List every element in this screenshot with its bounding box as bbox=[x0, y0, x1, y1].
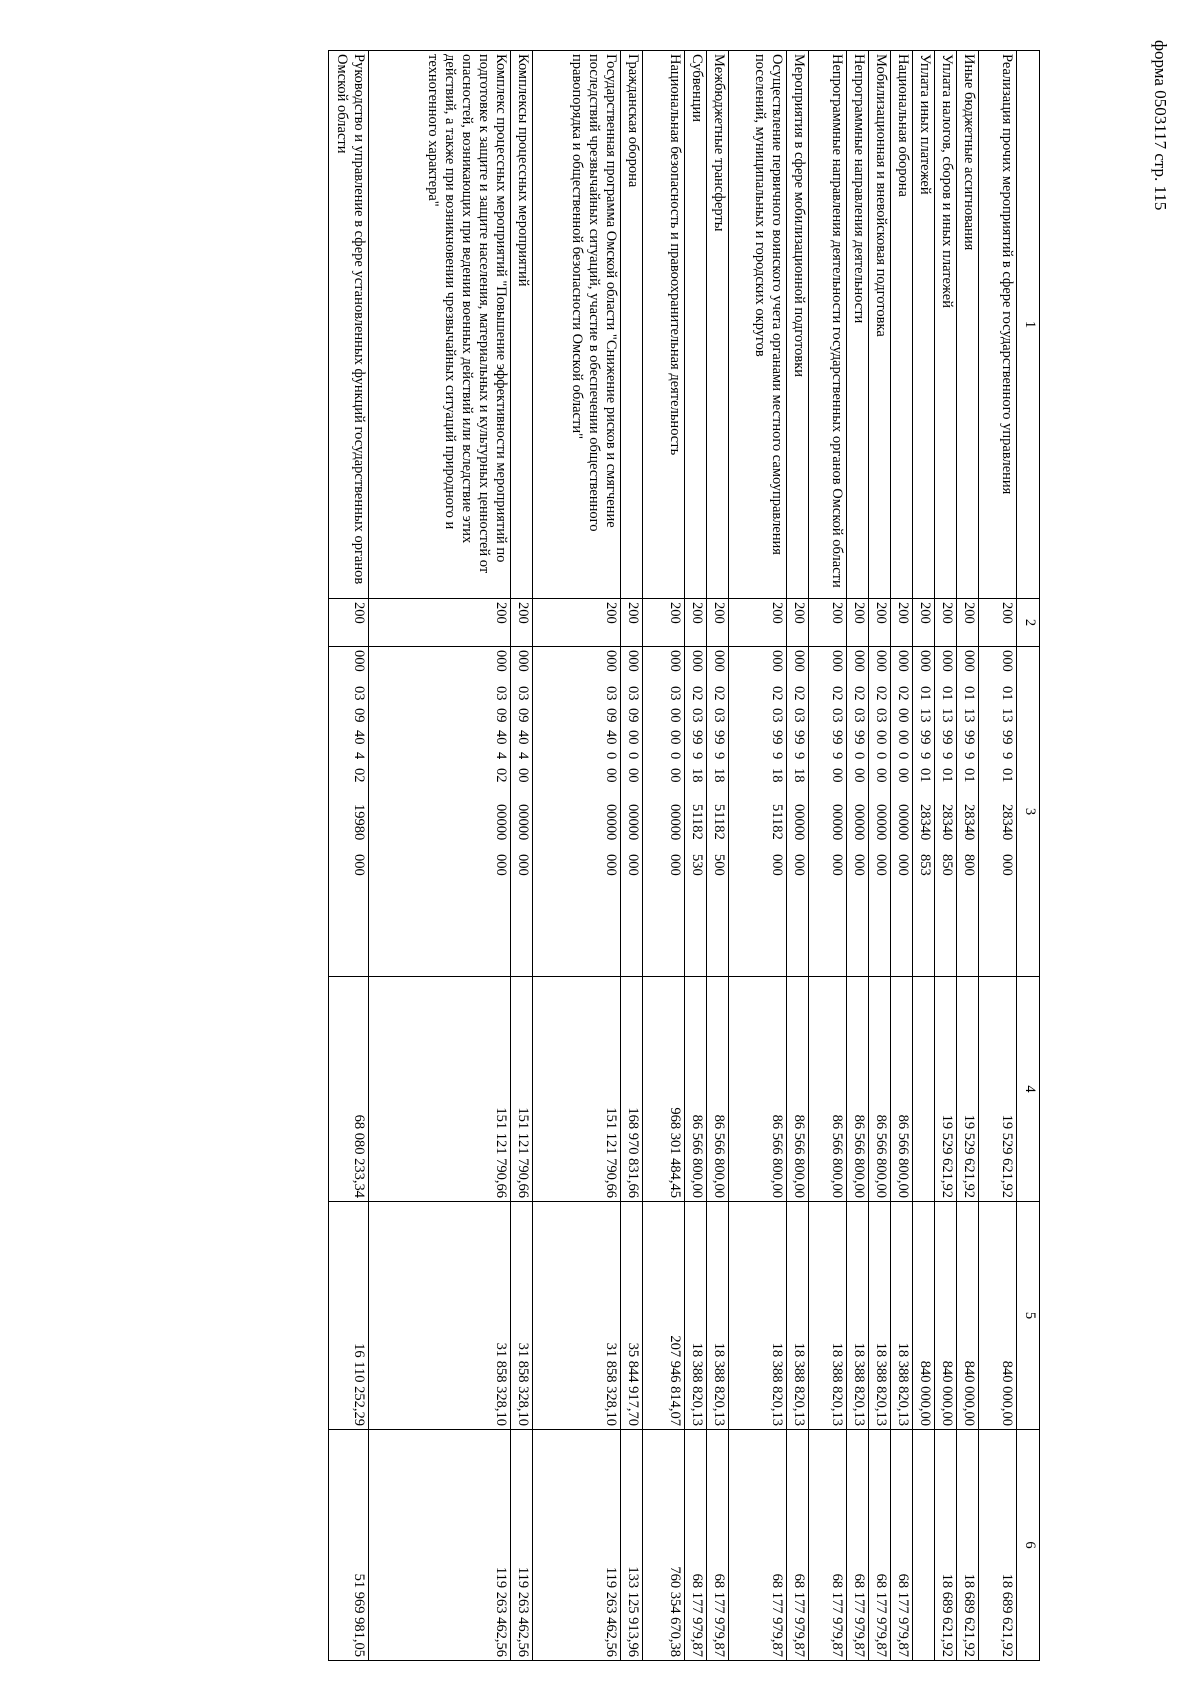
code-part: 00000 bbox=[829, 804, 845, 841]
row-approved: 86 566 800,00 bbox=[869, 977, 891, 1202]
row-executed: 18 388 820,13 bbox=[685, 1202, 707, 1430]
code-part: 000 bbox=[829, 854, 845, 876]
code-part: 9 bbox=[769, 752, 785, 760]
table-row bbox=[847, 51, 869, 1661]
row-name: Комплекс процессных мероприятий "Повышение эффективности мероприятий по подготовке к защите и защите населения, материальных и культурных ценностей от опасностей, возникающих при ведении военных действий или вследствие этих действий, а также при возникновении чрезвычайных ситуаций природного и техногенного характера" bbox=[369, 51, 511, 599]
code-part: 02 bbox=[711, 686, 727, 701]
table-row bbox=[329, 51, 369, 1661]
code-part: 9 bbox=[961, 752, 977, 760]
code-part: 000 bbox=[791, 854, 807, 876]
code-part: 4 bbox=[351, 752, 367, 760]
code-part: 51182 bbox=[711, 804, 727, 840]
code-part: 99 bbox=[961, 730, 977, 745]
row-line-code: 200 bbox=[935, 599, 957, 647]
code-part: 99 bbox=[829, 730, 845, 745]
code-part: 000 bbox=[515, 650, 531, 672]
row-executed: 840 000,00 bbox=[935, 1202, 957, 1430]
table-row bbox=[685, 51, 707, 1661]
code-part: 13 bbox=[917, 708, 933, 723]
col-header-2: 2 bbox=[1017, 599, 1040, 647]
code-part: 00 bbox=[667, 708, 683, 723]
row-line-code: 200 bbox=[707, 599, 729, 647]
code-part: 01 bbox=[939, 686, 955, 701]
report-table bbox=[328, 50, 1040, 1661]
code-part: 28340 bbox=[917, 804, 933, 841]
code-part: 0 bbox=[667, 752, 683, 760]
code-part: 000 bbox=[769, 854, 785, 876]
code-part: 18 bbox=[791, 768, 807, 783]
table-row bbox=[729, 51, 787, 1661]
row-budget-code bbox=[707, 647, 729, 977]
code-part: 01 bbox=[999, 686, 1015, 701]
code-part: 000 bbox=[829, 650, 845, 672]
code-part: 000 bbox=[711, 650, 727, 672]
code-part: 02 bbox=[351, 768, 367, 783]
row-approved: 151 121 790,66 bbox=[533, 977, 621, 1202]
code-part: 03 bbox=[667, 686, 683, 701]
row-line-code: 200 bbox=[621, 599, 643, 647]
row-approved: 86 566 800,00 bbox=[809, 977, 847, 1202]
code-part: 51182 bbox=[689, 804, 705, 840]
row-executed: 840 000,00 bbox=[913, 1202, 935, 1430]
code-part: 800 bbox=[961, 854, 977, 876]
row-name: Национальная оборона bbox=[891, 51, 913, 599]
row-name: Гражданская оборона bbox=[621, 51, 643, 599]
code-part: 00 bbox=[873, 730, 889, 745]
code-part: 530 bbox=[689, 854, 705, 876]
code-part: 28340 bbox=[961, 804, 977, 841]
code-part: 00000 bbox=[515, 804, 531, 841]
row-approved: 19 529 621,92 bbox=[957, 977, 979, 1202]
code-part: 9 bbox=[829, 752, 845, 760]
row-budget-code bbox=[891, 647, 913, 977]
col-header-4: 4 bbox=[1017, 977, 1040, 1202]
form-header: форма 0503117 стр. 115 bbox=[1151, 40, 1170, 211]
code-part: 00 bbox=[895, 730, 911, 745]
row-approved: 19 529 621,92 bbox=[979, 977, 1017, 1202]
code-part: 000 bbox=[873, 854, 889, 876]
row-executed: 31 858 328,10 bbox=[369, 1202, 511, 1430]
table-row bbox=[707, 51, 729, 1661]
row-line-code: 200 bbox=[957, 599, 979, 647]
row-executed: 35 844 917,70 bbox=[621, 1202, 643, 1430]
col-header-3: 3 bbox=[1017, 647, 1040, 977]
code-part: 0 bbox=[625, 752, 641, 760]
col-header-6: 6 bbox=[1017, 1430, 1040, 1661]
code-part: 00 bbox=[895, 768, 911, 783]
code-part: 01 bbox=[939, 768, 955, 783]
table-body bbox=[329, 51, 1017, 1661]
row-line-code: 200 bbox=[533, 599, 621, 647]
row-executed: 18 388 820,13 bbox=[787, 1202, 809, 1430]
code-part: 03 bbox=[791, 708, 807, 723]
code-part: 00000 bbox=[667, 804, 683, 841]
row-unexecuted: 68 177 979,87 bbox=[809, 1430, 847, 1661]
code-part: 00000 bbox=[791, 804, 807, 841]
code-part: 9 bbox=[939, 752, 955, 760]
row-name: Субвенции bbox=[685, 51, 707, 599]
code-part: 000 bbox=[603, 854, 619, 876]
row-budget-code bbox=[847, 647, 869, 977]
table-row bbox=[809, 51, 847, 1661]
row-name: Реализация прочих мероприятий в сфере государственного управления bbox=[979, 51, 1017, 599]
row-line-code: 200 bbox=[913, 599, 935, 647]
code-part: 000 bbox=[625, 650, 641, 672]
row-approved: 151 121 790,66 bbox=[511, 977, 533, 1202]
row-executed: 18 388 820,13 bbox=[809, 1202, 847, 1430]
code-part: 000 bbox=[351, 854, 367, 876]
row-budget-code bbox=[869, 647, 891, 977]
row-executed: 207 946 814,07 bbox=[643, 1202, 685, 1430]
code-part: 18 bbox=[769, 768, 785, 783]
row-executed: 18 388 820,13 bbox=[869, 1202, 891, 1430]
col-header-1: 1 bbox=[1017, 51, 1040, 599]
row-line-code: 200 bbox=[869, 599, 891, 647]
code-part: 03 bbox=[493, 686, 509, 701]
code-part: 0 bbox=[851, 752, 867, 760]
code-part: 03 bbox=[625, 686, 641, 701]
row-name: Межбюджетные трансферты bbox=[707, 51, 729, 599]
row-unexecuted: 760 354 670,38 bbox=[643, 1430, 685, 1661]
code-part: 01 bbox=[961, 686, 977, 701]
row-unexecuted: 18 689 621,92 bbox=[957, 1430, 979, 1661]
code-part: 09 bbox=[493, 708, 509, 723]
row-name: Непрограммные направления деятельности bbox=[847, 51, 869, 599]
code-part: 51182 bbox=[769, 804, 785, 840]
row-unexecuted: 18 689 621,92 bbox=[935, 1430, 957, 1661]
code-part: 03 bbox=[515, 686, 531, 701]
code-part: 000 bbox=[625, 854, 641, 876]
row-unexecuted: 119 263 462,56 bbox=[369, 1430, 511, 1661]
code-part: 4 bbox=[493, 752, 509, 760]
row-name: Уплата иных платежей bbox=[913, 51, 935, 599]
code-part: 000 bbox=[873, 650, 889, 672]
code-part: 00 bbox=[625, 730, 641, 745]
col-header-5: 5 bbox=[1017, 1202, 1040, 1430]
code-part: 00 bbox=[625, 768, 641, 783]
row-name: Уплата налогов, сборов и иных платежей bbox=[935, 51, 957, 599]
code-part: 000 bbox=[999, 650, 1015, 672]
code-part: 00000 bbox=[895, 804, 911, 841]
row-line-code: 200 bbox=[329, 599, 369, 647]
code-part: 02 bbox=[689, 686, 705, 701]
code-part: 03 bbox=[873, 708, 889, 723]
code-part: 09 bbox=[603, 708, 619, 723]
code-part: 000 bbox=[895, 650, 911, 672]
code-part: 000 bbox=[999, 854, 1015, 876]
row-executed: 840 000,00 bbox=[957, 1202, 979, 1430]
row-name: Мобилизационная и вневойсковая подготовка bbox=[869, 51, 891, 599]
row-name: Комплексы процессных мероприятий bbox=[511, 51, 533, 599]
row-budget-code bbox=[533, 647, 621, 977]
code-part: 40 bbox=[515, 730, 531, 745]
code-part: 40 bbox=[493, 730, 509, 745]
code-part: 03 bbox=[851, 708, 867, 723]
code-part: 000 bbox=[939, 650, 955, 672]
row-executed: 18 388 820,13 bbox=[847, 1202, 869, 1430]
row-executed: 18 388 820,13 bbox=[891, 1202, 913, 1430]
code-part: 02 bbox=[791, 686, 807, 701]
code-part: 99 bbox=[851, 730, 867, 745]
code-part: 02 bbox=[493, 768, 509, 783]
code-part: 00 bbox=[667, 768, 683, 783]
code-part: 000 bbox=[791, 650, 807, 672]
code-part: 00 bbox=[829, 768, 845, 783]
row-budget-code bbox=[729, 647, 787, 977]
code-part: 00000 bbox=[873, 804, 889, 841]
code-part: 00 bbox=[603, 768, 619, 783]
row-approved: 68 080 233,34 bbox=[329, 977, 369, 1202]
row-approved: 86 566 800,00 bbox=[847, 977, 869, 1202]
code-part: 850 bbox=[939, 854, 955, 876]
row-approved: 168 970 831,66 bbox=[621, 977, 643, 1202]
row-executed: 840 000,00 bbox=[979, 1202, 1017, 1430]
row-budget-code bbox=[329, 647, 369, 977]
code-part: 00 bbox=[873, 768, 889, 783]
row-approved: 86 566 800,00 bbox=[707, 977, 729, 1202]
row-approved bbox=[913, 977, 935, 1202]
row-name: Мероприятия в сфере мобилизационной подготовки bbox=[787, 51, 809, 599]
code-part: 000 bbox=[351, 650, 367, 672]
code-part: 03 bbox=[711, 708, 727, 723]
code-part: 00 bbox=[515, 768, 531, 783]
row-line-code: 200 bbox=[369, 599, 511, 647]
table-row bbox=[913, 51, 935, 1661]
row-line-code: 200 bbox=[643, 599, 685, 647]
header-row bbox=[1017, 51, 1040, 1661]
code-part: 02 bbox=[829, 686, 845, 701]
code-part: 99 bbox=[999, 730, 1015, 745]
row-approved: 151 121 790,66 bbox=[369, 977, 511, 1202]
row-budget-code bbox=[957, 647, 979, 977]
row-name: Непрограммные направления деятельности государственных органов Омской области bbox=[809, 51, 847, 599]
code-part: 03 bbox=[769, 708, 785, 723]
code-part: 000 bbox=[667, 854, 683, 876]
row-unexecuted: 51 969 981,05 bbox=[329, 1430, 369, 1661]
row-budget-code bbox=[979, 647, 1017, 977]
code-part: 000 bbox=[769, 650, 785, 672]
code-part: 28340 bbox=[999, 804, 1015, 841]
row-unexecuted: 68 177 979,87 bbox=[891, 1430, 913, 1661]
row-budget-code bbox=[913, 647, 935, 977]
code-part: 0 bbox=[873, 752, 889, 760]
code-part: 500 bbox=[711, 854, 727, 876]
code-part: 28340 bbox=[939, 804, 955, 841]
code-part: 00000 bbox=[625, 804, 641, 841]
row-budget-code bbox=[643, 647, 685, 977]
row-line-code: 200 bbox=[979, 599, 1017, 647]
table-row bbox=[891, 51, 913, 1661]
code-part: 000 bbox=[895, 854, 911, 876]
code-part: 9 bbox=[999, 752, 1015, 760]
code-part: 99 bbox=[689, 730, 705, 745]
code-part: 03 bbox=[351, 686, 367, 701]
row-unexecuted: 119 263 462,56 bbox=[533, 1430, 621, 1661]
row-unexecuted: 68 177 979,87 bbox=[869, 1430, 891, 1661]
code-part: 40 bbox=[603, 730, 619, 745]
code-part: 9 bbox=[711, 752, 727, 760]
code-part: 18 bbox=[711, 768, 727, 783]
code-part: 00000 bbox=[603, 804, 619, 841]
code-part: 09 bbox=[625, 708, 641, 723]
table-row bbox=[979, 51, 1017, 1661]
row-line-code: 200 bbox=[787, 599, 809, 647]
row-approved: 968 301 484,45 bbox=[643, 977, 685, 1202]
code-part: 99 bbox=[791, 730, 807, 745]
code-part: 01 bbox=[961, 768, 977, 783]
table-row bbox=[787, 51, 809, 1661]
code-part: 000 bbox=[851, 650, 867, 672]
code-part: 000 bbox=[961, 650, 977, 672]
code-part: 02 bbox=[895, 686, 911, 701]
row-line-code: 200 bbox=[809, 599, 847, 647]
code-part: 99 bbox=[769, 730, 785, 745]
code-part: 000 bbox=[689, 650, 705, 672]
row-executed: 16 110 252,29 bbox=[329, 1202, 369, 1430]
code-part: 9 bbox=[689, 752, 705, 760]
row-name: Руководство и управление в сфере установленных функций государственных органов Омской области bbox=[329, 51, 369, 599]
row-line-code: 200 bbox=[685, 599, 707, 647]
table-row bbox=[869, 51, 891, 1661]
row-approved: 86 566 800,00 bbox=[787, 977, 809, 1202]
row-unexecuted: 68 177 979,87 bbox=[707, 1430, 729, 1661]
row-line-code: 200 bbox=[847, 599, 869, 647]
code-part: 853 bbox=[917, 854, 933, 876]
table-row bbox=[533, 51, 621, 1661]
code-part: 09 bbox=[351, 708, 367, 723]
code-part: 01 bbox=[999, 768, 1015, 783]
row-approved: 86 566 800,00 bbox=[685, 977, 707, 1202]
row-unexecuted: 18 689 621,92 bbox=[979, 1430, 1017, 1661]
code-part: 99 bbox=[917, 730, 933, 745]
row-executed: 18 388 820,13 bbox=[707, 1202, 729, 1430]
row-unexecuted: 68 177 979,87 bbox=[787, 1430, 809, 1661]
code-part: 000 bbox=[493, 854, 509, 876]
code-part: 01 bbox=[917, 768, 933, 783]
code-part: 99 bbox=[711, 730, 727, 745]
row-executed: 31 858 328,10 bbox=[533, 1202, 621, 1430]
code-part: 02 bbox=[769, 686, 785, 701]
code-part: 99 bbox=[939, 730, 955, 745]
row-budget-code bbox=[935, 647, 957, 977]
code-part: 00 bbox=[851, 768, 867, 783]
code-part: 02 bbox=[873, 686, 889, 701]
table-row bbox=[621, 51, 643, 1661]
code-part: 40 bbox=[351, 730, 367, 745]
row-unexecuted: 68 177 979,87 bbox=[729, 1430, 787, 1661]
code-part: 19980 bbox=[351, 804, 367, 841]
code-part: 01 bbox=[917, 686, 933, 701]
code-part: 000 bbox=[493, 650, 509, 672]
row-executed: 18 388 820,13 bbox=[729, 1202, 787, 1430]
row-approved: 86 566 800,00 bbox=[729, 977, 787, 1202]
row-approved: 19 529 621,92 bbox=[935, 977, 957, 1202]
code-part: 00000 bbox=[493, 804, 509, 841]
code-part: 03 bbox=[829, 708, 845, 723]
row-unexecuted bbox=[913, 1430, 935, 1661]
code-part: 00000 bbox=[851, 804, 867, 841]
code-part: 000 bbox=[603, 650, 619, 672]
code-part: 9 bbox=[917, 752, 933, 760]
code-part: 0 bbox=[603, 752, 619, 760]
row-unexecuted: 119 263 462,56 bbox=[511, 1430, 533, 1661]
code-part: 03 bbox=[603, 686, 619, 701]
code-part: 000 bbox=[851, 854, 867, 876]
row-budget-code bbox=[369, 647, 511, 977]
code-part: 000 bbox=[515, 854, 531, 876]
code-part: 13 bbox=[999, 708, 1015, 723]
row-budget-code bbox=[787, 647, 809, 977]
table-row bbox=[369, 51, 511, 1661]
table-row bbox=[935, 51, 957, 1661]
code-part: 9 bbox=[791, 752, 807, 760]
table-row bbox=[511, 51, 533, 1661]
code-part: 4 bbox=[515, 752, 531, 760]
code-part: 02 bbox=[851, 686, 867, 701]
table-row bbox=[643, 51, 685, 1661]
row-name: Государственная программа Омской области "Снижение рисков и смягчение последствий чрезвычайных ситуаций, участие в обеспечении общественного правопорядка и общественной безопасности Омской области" bbox=[533, 51, 621, 599]
row-line-code: 200 bbox=[729, 599, 787, 647]
report-table-container bbox=[115, 50, 1040, 1660]
row-unexecuted: 133 125 913,96 bbox=[621, 1430, 643, 1661]
row-unexecuted: 68 177 979,87 bbox=[847, 1430, 869, 1661]
row-line-code: 200 bbox=[891, 599, 913, 647]
table-row bbox=[957, 51, 979, 1661]
row-budget-code bbox=[685, 647, 707, 977]
row-name: Национальная безопасность и правоохранительная деятельность bbox=[643, 51, 685, 599]
code-part: 13 bbox=[939, 708, 955, 723]
row-name: Иные бюджетные ассигнования bbox=[957, 51, 979, 599]
code-part: 18 bbox=[689, 768, 705, 783]
code-part: 000 bbox=[917, 650, 933, 672]
row-budget-code bbox=[511, 647, 533, 977]
code-part: 00 bbox=[895, 708, 911, 723]
code-part: 13 bbox=[961, 708, 977, 723]
row-executed: 31 858 328,10 bbox=[511, 1202, 533, 1430]
row-unexecuted: 68 177 979,87 bbox=[685, 1430, 707, 1661]
row-line-code: 200 bbox=[511, 599, 533, 647]
code-part: 0 bbox=[895, 752, 911, 760]
row-name: Осуществление первичного воинского учета органами местного самоуправления поселений, муниципальных и городских округов bbox=[729, 51, 787, 599]
code-part: 00 bbox=[667, 730, 683, 745]
row-approved: 86 566 800,00 bbox=[891, 977, 913, 1202]
code-part: 09 bbox=[515, 708, 531, 723]
code-part: 03 bbox=[689, 708, 705, 723]
row-budget-code bbox=[621, 647, 643, 977]
row-budget-code bbox=[809, 647, 847, 977]
code-part: 000 bbox=[667, 650, 683, 672]
